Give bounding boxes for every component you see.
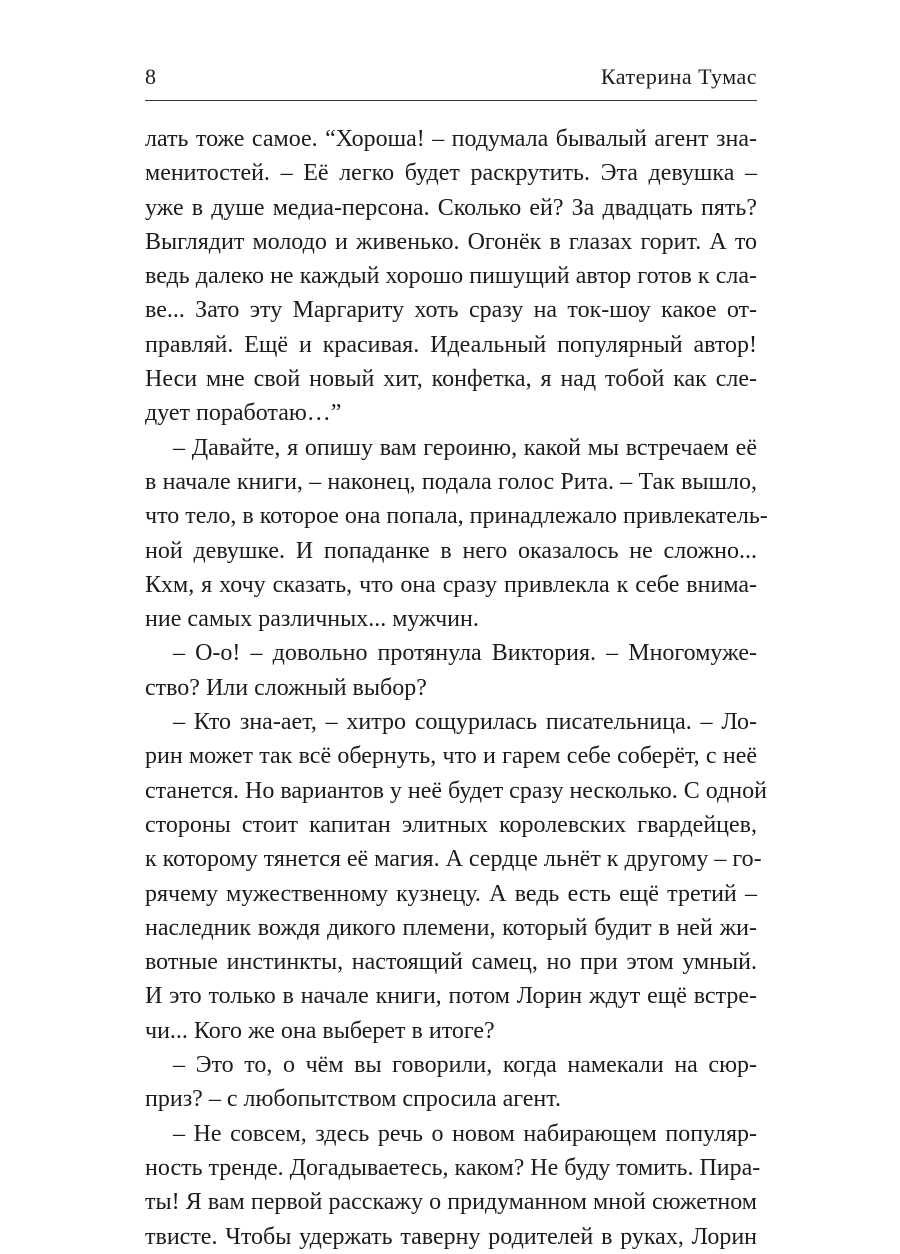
text-line: менитостей. – Её легко будет раскрутить. Эта девушка – xyxy=(145,160,757,187)
text-line: – Кто зна-ает, – хитро сощурилась писательница. – Ло- xyxy=(173,709,757,736)
text-line: наследник вождя дикого племени, который будит в ней жи- xyxy=(145,914,757,941)
text-line: чи... Кого же она выберет в итоге? xyxy=(145,1017,495,1044)
text-line: ство? Или сложный выбор? xyxy=(145,674,427,701)
text-line: ве... Зато эту Маргариту хоть сразу на ток-шоу какое от- xyxy=(145,297,757,324)
text-line: станется. Но вариантов у неё будет сразу несколько. С одной xyxy=(145,777,767,804)
text-line: ной девушке. И попаданке в него оказалось не сложно... xyxy=(145,537,757,564)
text-line: Выглядит молодо и живенько. Огонёк в глазах горит. А то xyxy=(145,228,757,255)
text-line: – Не совсем, здесь речь о новом набирающем популяр- xyxy=(173,1120,757,1147)
text-line: правляй. Ещё и красивая. Идеальный популярный автор! xyxy=(145,331,757,358)
running-head xyxy=(145,60,757,101)
text-line: ты! Я вам первой расскажу о придуманном мной сюжетном xyxy=(145,1189,757,1216)
text-line: приз? – с любопытством спросила агент. xyxy=(145,1086,561,1113)
text-line: рин может так всё обернуть, что и гарем себе соберёт, с неё xyxy=(145,743,757,770)
text-line: стороны стоит капитан элитных королевских гвардейцев, xyxy=(145,811,757,838)
text-line: ние самых различных... мужчин. xyxy=(145,606,479,633)
text-line: – О-о! – довольно протянула Виктория. – Многомуже- xyxy=(173,640,757,667)
text-line: дует поработаю…” xyxy=(145,400,342,427)
text-line: рячему мужественному кузнецу. А ведь есть ещё третий – xyxy=(145,880,757,907)
page-number: 8 xyxy=(145,64,156,89)
text-line: ведь далеко не каждый хорошо пишущий автор готов к сла- xyxy=(145,263,757,290)
text-line: уже в душе медиа-персона. Сколько ей? За двадцать пять? xyxy=(145,194,757,221)
text-line: – Давайте, я опишу вам героиню, какой мы встречаем её xyxy=(173,434,757,461)
text-line: вотные инстинкты, настоящий самец, но при этом умный. xyxy=(145,949,757,976)
text-line: к которому тянется её магия. А сердце льнёт к другому – го- xyxy=(145,846,762,873)
text-line: лать тоже самое. “Хороша! – подумала бывалый агент зна- xyxy=(145,126,757,152)
running-head-author: Катерина Тумас xyxy=(600,64,757,89)
text-line: что тело, в которое она попала, принадлежало привлекатель- xyxy=(145,503,768,530)
text-line: Кхм, я хочу сказать, что она сразу привлекла к себе внима- xyxy=(145,571,757,598)
body-text xyxy=(145,122,768,1254)
text-line: – Это то, о чём вы говорили, когда намекали на сюр- xyxy=(173,1052,757,1079)
text-line: И это только в начале книги, потом Лорин ждут ещё встре- xyxy=(145,983,757,1010)
text-line: Неси мне свой новый хит, конфетка, я над тобой как сле- xyxy=(145,366,757,393)
text-line: твисте. Чтобы удержать таверну родителей в руках, Лорин xyxy=(145,1223,757,1250)
text-line: ность тренде. Догадываетесь, каком? Не буду томить. Пира- xyxy=(145,1154,761,1181)
text-line: в начале книги, – наконец, подала голос Рита. – Так вышло, xyxy=(145,468,757,495)
